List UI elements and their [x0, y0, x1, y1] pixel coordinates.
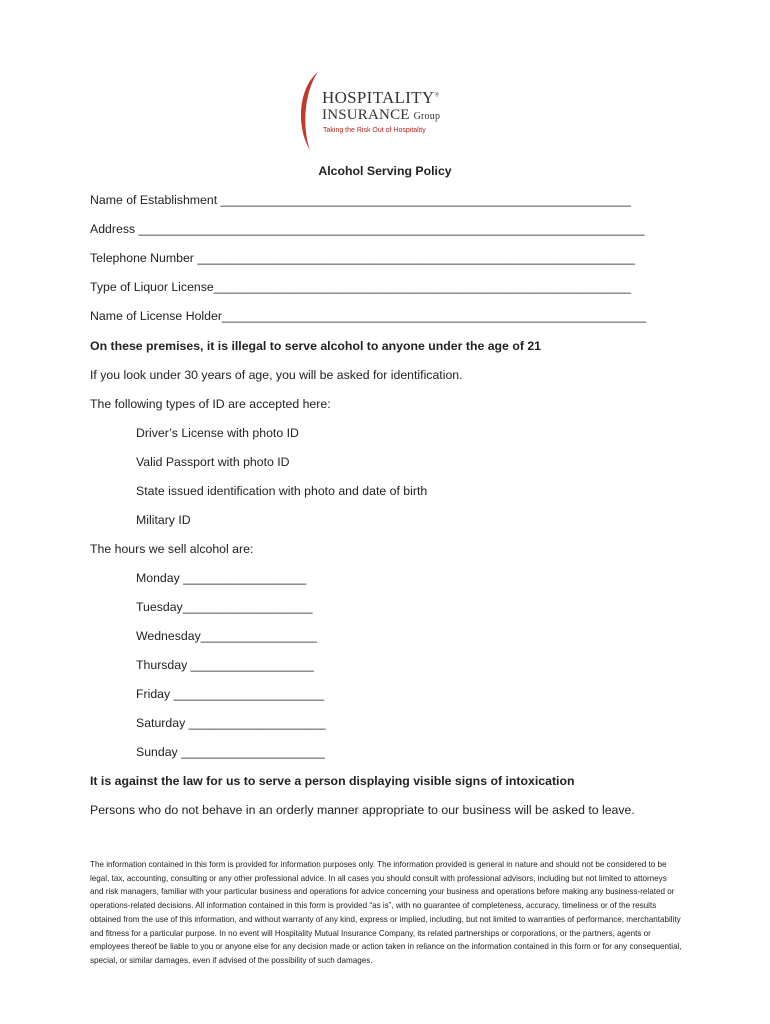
id-type-item: Valid Passport with photo ID [136, 455, 290, 469]
intoxication-statement: It is against the law for us to serve a person displaying visible signs of intoxication [90, 774, 575, 788]
hours-saturday: Saturday ____________________ [136, 716, 326, 730]
logo-tagline: Taking the Risk Out of Hospitality [323, 127, 426, 134]
hours-monday: Monday __________________ [136, 571, 307, 585]
hours-friday: Friday ______________________ [136, 687, 325, 701]
id-notice: If you look under 30 years of age, you will be asked for identification. [90, 368, 463, 382]
page-title: Alcohol Serving Policy [318, 164, 452, 178]
license-holder-field: Name of License Holder______________________________________________________________ [90, 309, 646, 323]
telephone-field: Telephone Number ________________________________________________________________ [90, 251, 636, 265]
address-field: Address __________________________________________________________________________ [90, 222, 645, 236]
legal-disclaimer: The information contained in this form is provided for information purposes only. The information provided is general in nature and should not be considered to be legal, tax, accounting, consulting or any other professional advice. In all cases you should consult with professional advisors, including but not limited to attorneys and risk managers, familiar with your particular business and operations for advice concerning your business and operations before making any business-related or operations-related decisions. All information contained in this form is provided “as is”, with no guarantee of completeness, accuracy, timeliness or of the results obtained from the use of this information, and without warranty of any kind, express or implied, including, but not limited to warranties of performance, merchantability and fitness for a particular purpose. In no event will Hospitality Mutual Insurance Company, its related partnerships or corporations, or the partners, agents or employees thereof be liable to you or anyone else for any decision made or action taken in reliance on the information contained in this form or for any consequential, special, or similar damages, even if advised of the possibility of such damages. [90, 860, 682, 965]
license-type-field: Type of Liquor License_____________________________________________________________ [90, 280, 631, 294]
hours-sunday: Sunday _____________________ [136, 745, 325, 759]
company-logo [296, 70, 466, 152]
id-intro: The following types of ID are accepted here: [90, 397, 331, 411]
id-type-item: Driver’s License with photo ID [136, 426, 299, 440]
hours-intro: The hours we sell alcohol are: [90, 542, 254, 556]
establishment-field: Name of Establishment ____________________________________________________________ [90, 193, 631, 207]
hours-tuesday: Tuesday___________________ [136, 600, 313, 614]
logo-name-line1: HOSPITALITY® [322, 88, 440, 107]
id-type-item: Military ID [136, 513, 191, 527]
hours-thursday: Thursday __________________ [136, 658, 314, 672]
id-type-item: State issued identification with photo and date of birth [136, 484, 428, 498]
logo-name-line2: INSURANCE Group [322, 107, 441, 123]
age-policy-statement: On these premises, it is illegal to serve alcohol to anyone under the age of 21 [90, 339, 542, 353]
behavior-notice: Persons who do not behave in an orderly manner appropriate to our business will be asked to leave. [90, 803, 635, 817]
hours-wednesday: Wednesday_________________ [136, 629, 317, 643]
